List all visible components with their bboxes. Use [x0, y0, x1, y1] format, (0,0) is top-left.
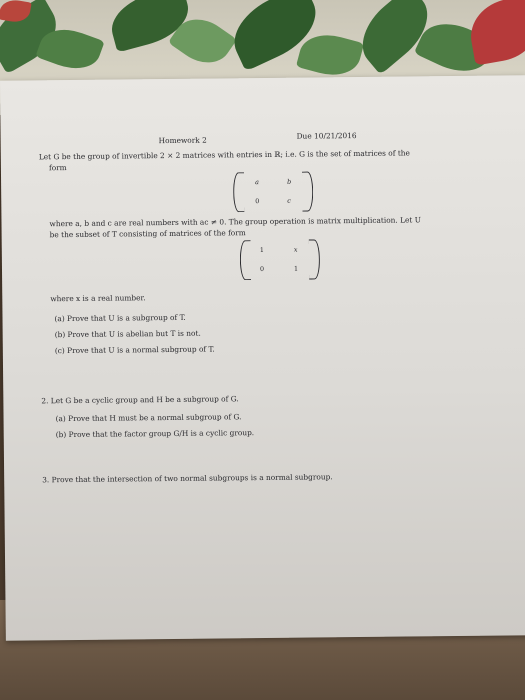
problem-1-line-1: Let G be the group of invertible 2 × 2 matrices with entries in ℝ; i.e. G is the set of matrices of the: [38, 148, 410, 162]
due-date: Due 10/21/2016: [296, 131, 357, 141]
problem-1-part-a: (a) Prove that U is a subgroup of T.: [54, 312, 186, 324]
problem-1-line-3: where a, b and c are real numbers with ac ≠ 0. The group operation is matrix multiplication. Let U: [49, 215, 421, 229]
matrix-cell: 1: [259, 245, 264, 255]
matrix-cell: a: [255, 178, 259, 187]
problem-1-line-4: be the subset of T consisting of matrices of the form: [49, 228, 246, 240]
matrix-cell: 1: [293, 264, 299, 273]
problem-2-part-b: (b) Prove that the factor group G/H is a cyclic group.: [55, 428, 255, 440]
matrix-cell: c: [287, 196, 291, 205]
problem-1-part-c: (c) Prove that U is a normal subgroup of T.: [54, 344, 215, 356]
problem-1-part-b: (b) Prove that U is abelian but T is not.: [54, 328, 201, 340]
matrix-unipotent: [240, 239, 320, 280]
right-paren: [302, 171, 313, 211]
matrix-upper-triangular: [233, 171, 313, 212]
matrix-cell: 0: [259, 264, 265, 274]
problem-1-line-5: where x is a real number.: [50, 293, 146, 304]
leaf-pattern: [296, 28, 364, 82]
right-paren: [309, 239, 320, 279]
red-fabric-accent: [465, 0, 525, 66]
matrix-cell: 0: [255, 197, 260, 206]
matrix-cell: b: [287, 177, 292, 186]
left-paren: [240, 240, 251, 280]
homework-title: Homework 2: [158, 135, 207, 146]
problem-2-part-a: (a) Prove that H must be a normal subgroup of G.: [55, 412, 242, 424]
left-paren: [233, 172, 244, 212]
problem-1-line-2: form: [48, 163, 67, 173]
matrix-cell: x: [293, 245, 298, 254]
problem-3-line-1: 3. Prove that the intersection of two normal subgroups is a normal subgroup.: [42, 472, 333, 485]
problem-2-line-1: 2. Let G be a cyclic group and H be a subgroup of G.: [41, 394, 239, 406]
homework-sheet: [0, 75, 525, 640]
